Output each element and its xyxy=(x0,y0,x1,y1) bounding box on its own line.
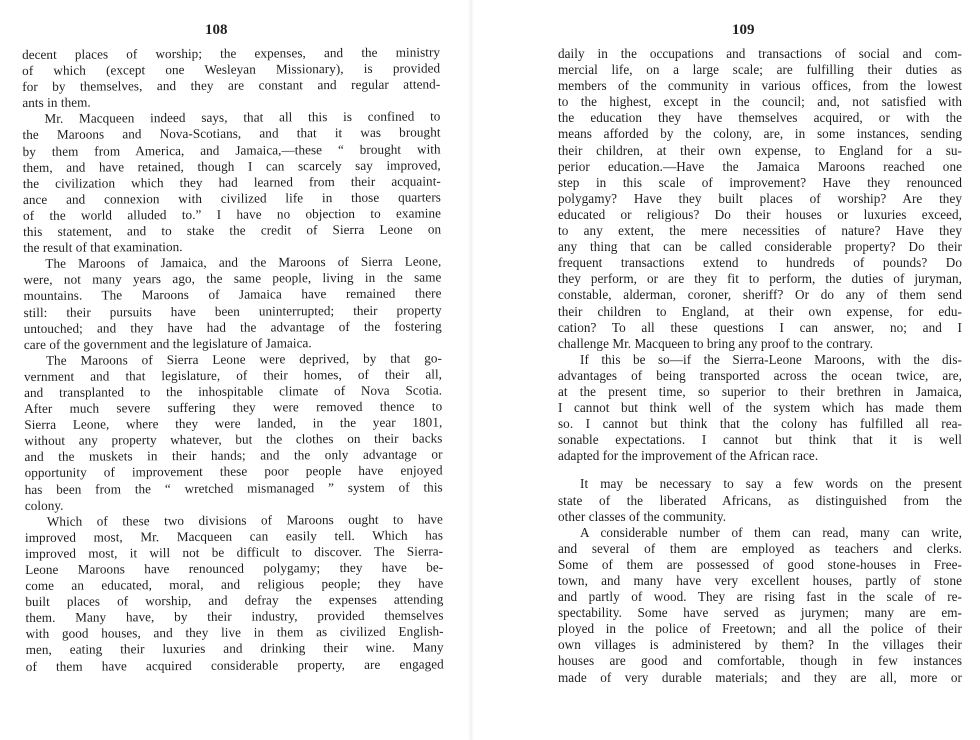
text-line: If this be so—if the Sierra-Leone Maroons, with the dis- xyxy=(580,351,962,367)
text-line: and several of them are employed as teachers and clerks. xyxy=(558,540,962,556)
text-line: the result of that examination. xyxy=(23,239,183,256)
text-line: the civilization which they had learned from their acquaint- xyxy=(22,173,441,191)
text-line: this statement, and to stake the credit of Sierra Leone on xyxy=(23,221,442,240)
text-line: and partly of wood. They are rising fast in the scale of re- xyxy=(558,589,962,605)
text-line: vernment and that legislature, of their homes, of their all, xyxy=(23,366,443,384)
text-line: town, and many have very excellent houses, partly of stone xyxy=(558,573,962,588)
text-line: decent places of worship; the expenses, and the ministry xyxy=(22,44,441,62)
text-line: members of the community in various offices, from the lowest xyxy=(558,78,962,94)
text-line: After much severe suffering they were removed thence to xyxy=(24,398,443,417)
text-line: constable, alderman, coroner, sheriff? Or do any of them send xyxy=(558,287,962,303)
text-line: Some of them are possessed of good stone-houses in Free- xyxy=(558,556,962,572)
text-line: at the present time, so superior to their brethren in Jamaica, xyxy=(558,383,962,399)
text-line: adapted for the improvement of the African race. xyxy=(558,448,819,464)
right-page-text xyxy=(558,46,962,686)
text-line: any thing that can be called considerable property? Do their xyxy=(558,239,962,255)
text-line: ants in them. xyxy=(22,94,91,111)
text-line: without any property whatever, but the clothes on their backs xyxy=(24,430,443,449)
text-line: and the muskets in their hands; and the only advantage or xyxy=(24,446,443,465)
text-line: so. I cannot but think that the colony has fulfilled all rea- xyxy=(558,416,962,432)
text-line: daily in the occupations and transactions of social and com- xyxy=(558,46,962,61)
text-line: and transplanted to the inhospitable climate of Nova Scotia. xyxy=(24,382,443,400)
text-line: the Maroons and Nova-Scotians, and that it was brought xyxy=(22,124,441,143)
text-line: step in this scale of improvement? Have they renounced xyxy=(558,174,962,190)
text-line: they perform, or are they fit to perform, the duties of juryman, xyxy=(558,271,962,287)
text-line: cation? To all these questions I can answer, no; and I xyxy=(558,319,962,335)
text-line: I cannot but think well of the system which has made them xyxy=(558,400,962,416)
text-line: mountains. The Maroons of Jamaica have remained there xyxy=(23,285,442,304)
text-line: The Maroons of Jamaica, and the Maroons of Sierra Leone, xyxy=(45,253,442,272)
text-line: to any extent, the mere necessities of nature? Have they xyxy=(558,223,962,239)
text-line: with good houses, and they live in them as civilized English- xyxy=(25,623,444,642)
text-line: challenge Mr. Macqueen to bring any proof to the contrary. xyxy=(558,335,874,351)
text-line: still: their pursuits have been uninterrupted; their property xyxy=(23,301,442,320)
text-line: The Maroons of Sierra Leone were deprived, by that go- xyxy=(45,350,442,368)
text-line: It may be necessary to say a few words on the present xyxy=(580,476,962,492)
text-line: mercial life, on a large scale; are fulfilling their duties as xyxy=(558,62,962,78)
text-line: them, and have retained, though I can scarcely say improved, xyxy=(22,157,441,175)
left-page-text xyxy=(22,44,444,674)
text-line: made of very durable materials; and they are all, more or xyxy=(558,669,962,685)
text-line: improved most, it will not be difficult to discover. The Sierra- xyxy=(25,543,444,561)
text-line: spectability. Some have served as jurymen; many are em- xyxy=(558,605,962,621)
text-line: A considerable number of them can read, many can write, xyxy=(580,524,962,540)
text-line: own villages is administered by them? In the villages their xyxy=(558,637,962,653)
text-line: their children, at their own expense, to England for a su- xyxy=(558,142,962,158)
text-line: were, not many years ago, the same people, living in the same xyxy=(23,269,442,288)
text-line: Leone Maroons have renounced polygamy; they have be- xyxy=(25,559,444,577)
text-line: men, eating their luxuries and drinking their wine. Many xyxy=(25,639,444,658)
text-line: means afforded by the colony, are, in some instances, sending xyxy=(558,126,962,142)
text-line: Mr. Macqueen indeed says, that all this is confined to xyxy=(44,108,441,127)
page-number-right: 109 xyxy=(732,22,755,38)
text-line: them. Many have, by their industry, provided themselves xyxy=(25,607,444,626)
text-line: ployed in the police of Freetown; and all the police of their xyxy=(558,621,962,637)
left-page xyxy=(0,0,470,740)
text-line: advantages of being transported across the ocean twice, are, xyxy=(558,367,962,383)
text-line: ance and connexion with civilized life in those quarters xyxy=(22,189,441,207)
page-number-left: 108 xyxy=(205,22,228,38)
text-line: come an educated, moral, and religious people; they have xyxy=(25,575,444,594)
text-line: care of the government and the legislature of Jamaica. xyxy=(23,334,312,352)
text-line: sonable expectations. I cannot but think that it is well xyxy=(558,432,962,448)
right-page xyxy=(470,0,980,740)
text-line: Sierra Leone, where they were landed, in the year 1801, xyxy=(24,414,443,433)
text-line: the education they have themselves acquired, or with the xyxy=(558,110,962,126)
text-line: educated or religious? Do their houses or luxuries exceed, xyxy=(558,206,962,222)
text-line: their children to England, at their own expense, for edu- xyxy=(558,303,962,319)
text-line: by them from America, and Jamaica,—these “ brought with xyxy=(22,141,441,159)
text-line: for by themselves, and they are constant and regular attend- xyxy=(22,76,441,95)
text-line: colony. xyxy=(24,497,64,513)
text-line: untouched; and they have had the advantage of the fostering xyxy=(23,318,442,336)
text-line: houses are good and comfortable, though in few instances xyxy=(558,653,962,669)
text-line: of which (except one Wesleyan Missionary), is provided xyxy=(22,60,441,79)
text-line: frequent transactions extend to hundreds of pounds? Do xyxy=(558,255,962,271)
text-line: has been from the “ wretched mismanaged ” system of this xyxy=(24,478,443,497)
text-line: perior education.—Have the Jamaica Maroons reached one xyxy=(558,158,962,174)
text-line: of them have acquired considerable property, are engaged xyxy=(25,655,444,674)
text-line: of the world alluded to.” I have no objection to examine xyxy=(22,205,442,223)
text-line: to the highest, except in the council; and, not satisfied with xyxy=(558,94,962,110)
text-line: other classes of the community. xyxy=(558,508,727,524)
text-line: state of the liberated Africans, as distinguished from the xyxy=(558,492,962,508)
text-line: polygamy? Have they built places of worship? Are they xyxy=(558,190,962,206)
text-line: built places of worship, and defray the expenses attending xyxy=(25,591,444,610)
text-line: opportunity of improvement these poor people have enjoyed xyxy=(24,462,443,481)
text-line: Which of these two divisions of Maroons ought to have xyxy=(46,511,443,529)
text-line: improved most, Mr. Macqueen can easily tell. Which has xyxy=(24,527,444,545)
